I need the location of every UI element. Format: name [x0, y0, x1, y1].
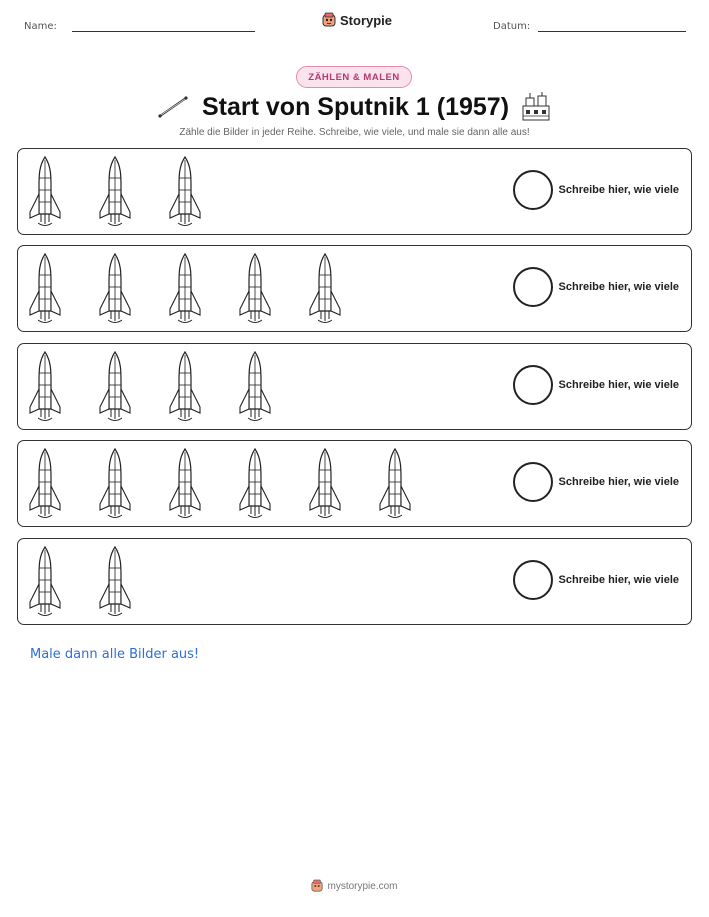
- counting-row-5: [17, 538, 692, 625]
- rocket-icon: [168, 253, 202, 325]
- counting-row-1: [17, 148, 692, 235]
- rocket-icon: [168, 156, 202, 228]
- rocket-icon: [28, 156, 62, 228]
- date-line[interactable]: [538, 31, 686, 32]
- rocket-icon: [98, 253, 132, 325]
- brand-logo: [322, 12, 392, 28]
- answer-circle[interactable]: [513, 462, 553, 502]
- rocket-icon: [98, 448, 132, 520]
- rocket-icon: [168, 351, 202, 423]
- answer-area: [513, 267, 679, 307]
- answer-area: [513, 560, 679, 600]
- rocket-icon: [28, 546, 62, 618]
- rocket-icon: [378, 448, 412, 520]
- rocket-icon: [308, 448, 342, 520]
- rocket-icon: [98, 351, 132, 423]
- rocket-icon: [168, 448, 202, 520]
- counting-row-4: [17, 440, 692, 527]
- rocket-icon: [98, 156, 132, 228]
- instructions: Zähle die Bilder in jeder Reihe. Schreibe, wie viele, und male sie dann alle aus!: [179, 127, 530, 138]
- antenna-icon: [157, 95, 189, 119]
- footer-url: mystorypie.com: [327, 880, 398, 892]
- rocket-group: [28, 351, 272, 423]
- answer-circle[interactable]: [513, 267, 553, 307]
- satellite-scene-icon: [521, 92, 551, 122]
- rocket-icon: [238, 253, 272, 325]
- answer-label: Schreibe hier, wie viele: [558, 476, 679, 488]
- title-row: [0, 90, 709, 124]
- answer-area: [513, 170, 679, 210]
- footer: [0, 879, 709, 893]
- page-title: Start von Sputnik 1 (1957): [202, 93, 510, 121]
- answer-circle[interactable]: [513, 365, 553, 405]
- date-label: Datum:: [493, 21, 531, 32]
- rocket-group: [28, 253, 342, 325]
- answer-label: Schreibe hier, wie viele: [558, 574, 679, 586]
- name-label: Name:: [24, 21, 57, 32]
- answer-label: Schreibe hier, wie viele: [558, 379, 679, 391]
- storypie-mascot-icon: [311, 879, 323, 893]
- answer-label: Schreibe hier, wie viele: [558, 281, 679, 293]
- counting-row-2: [17, 245, 692, 332]
- storypie-mascot-icon: [322, 12, 336, 28]
- rocket-group: [28, 546, 132, 618]
- rocket-icon: [98, 546, 132, 618]
- answer-label: Schreibe hier, wie viele: [558, 184, 679, 196]
- rocket-icon: [308, 253, 342, 325]
- answer-area: [513, 365, 679, 405]
- rocket-group: [28, 156, 202, 228]
- name-line[interactable]: [72, 31, 255, 32]
- counting-row-3: [17, 343, 692, 430]
- rocket-icon: [28, 351, 62, 423]
- rocket-icon: [238, 351, 272, 423]
- brand-name: Storypie: [340, 12, 393, 28]
- rocket-icon: [28, 253, 62, 325]
- rocket-group: [28, 448, 412, 520]
- rocket-icon: [28, 448, 62, 520]
- answer-circle[interactable]: [513, 560, 553, 600]
- rocket-icon: [238, 448, 272, 520]
- answer-area: [513, 462, 679, 502]
- category-badge: ZÄHLEN & MALEN: [296, 66, 412, 88]
- answer-circle[interactable]: [513, 170, 553, 210]
- coloring-instruction: Male dann alle Bilder aus!: [30, 647, 200, 662]
